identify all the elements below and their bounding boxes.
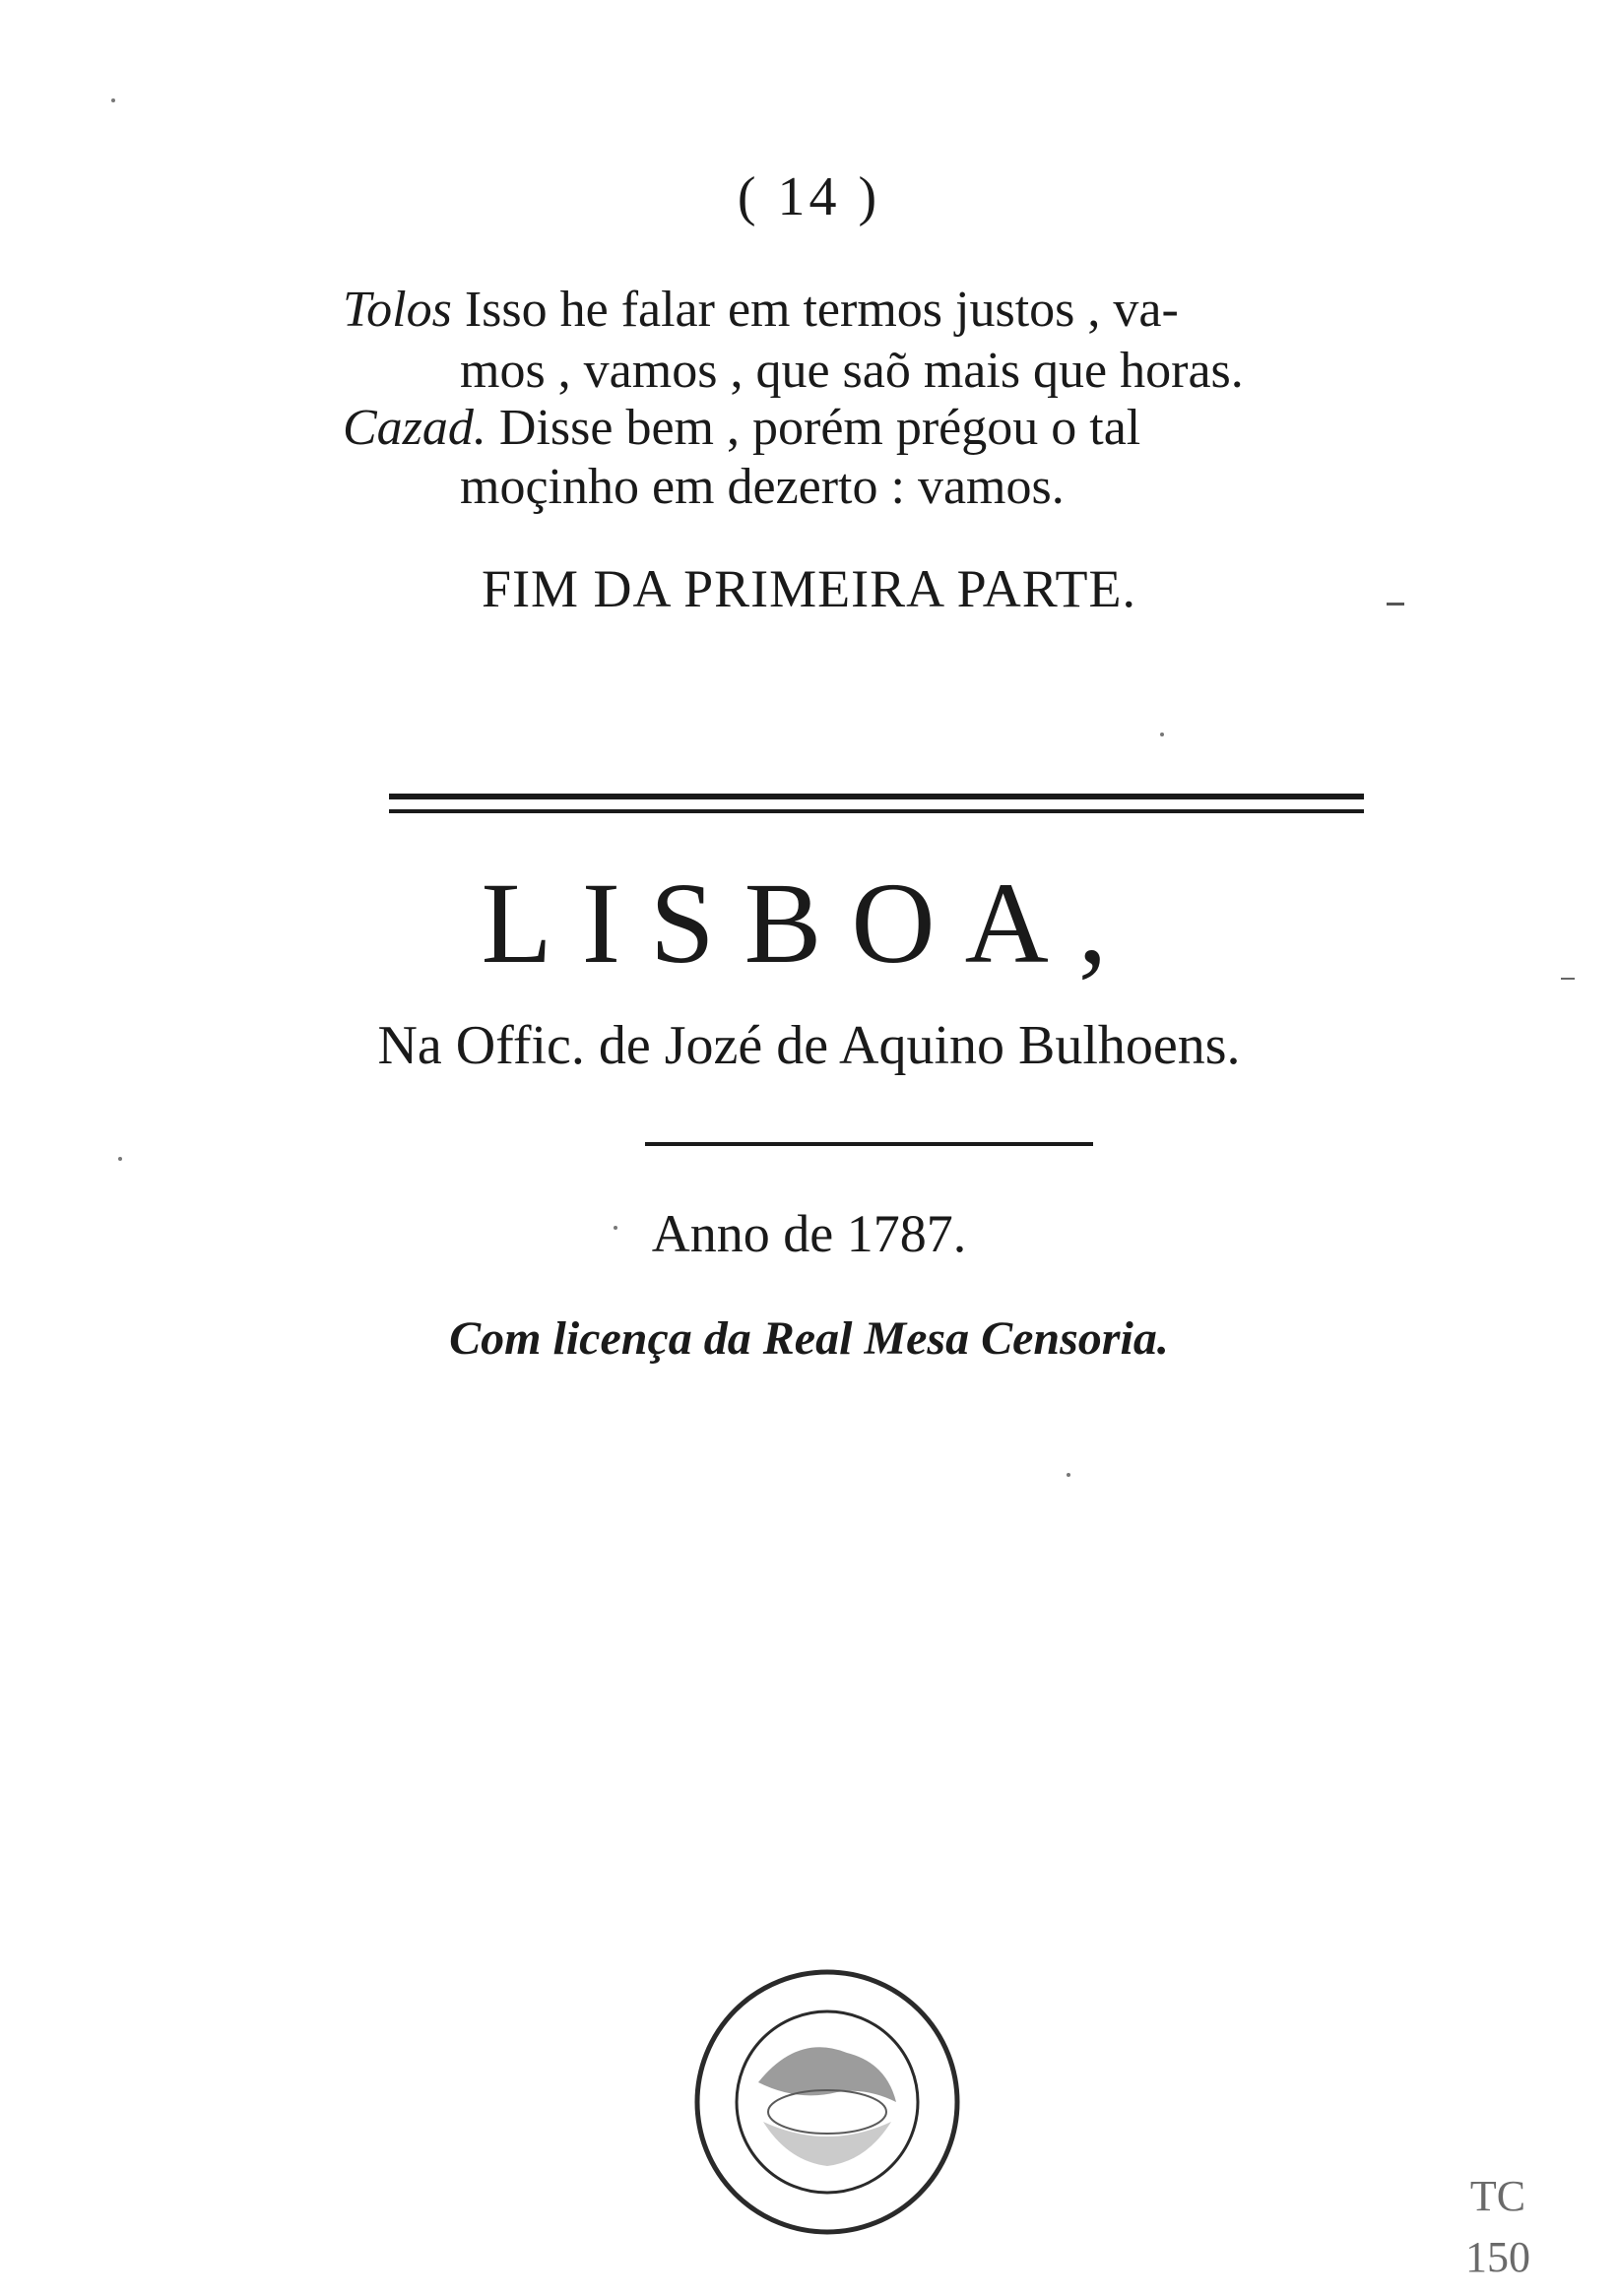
dialogue-line-3 [343,399,1140,458]
divider-rule-bottom [389,809,1364,813]
dialogue-text: moçinho em dezerto : vamos. [460,459,1065,515]
call-number-line-2: 150 [1465,2233,1530,2281]
dialogue-text: Disse bem , porém prégou o tal [498,400,1141,456]
ink-mark [1561,978,1575,980]
ink-mark [1387,603,1404,606]
speaker-label: Tolos [343,282,452,338]
call-number [1465,2166,1530,2288]
paper-speck [1067,1473,1070,1477]
speaker-label: Cazad. [343,400,486,456]
library-stamp-icon [689,1964,965,2240]
paper-speck [118,1157,122,1161]
call-number-line-1: TC [1469,2172,1526,2220]
dialogue-text: mos , vamos , que saõ mais que horas. [460,343,1244,399]
paper-speck [1160,733,1164,736]
short-rule [645,1142,1093,1146]
dialogue-line-1 [343,281,1179,340]
paper-speck [111,98,115,102]
imprint-city: LISBOA, [481,859,1137,988]
page-number: ( 14 ) [737,166,881,227]
paper-speck [614,1226,617,1230]
dialogue-line-4 [460,458,1065,517]
imprint-year: Anno de 1787. [651,1204,967,1263]
divider-rule-top [389,794,1364,799]
dialogue-line-2 [460,342,1244,401]
imprint-printer: Na Offic. de Jozé de Aquino Bulhoens. [377,1015,1241,1076]
imprint-license: Com licença da Real Mesa Censoria. [449,1312,1169,1365]
dialogue-text: Isso he falar em termos justos , va- [464,282,1179,338]
end-heading: FIM DA PRIMEIRA PARTE. [482,559,1136,618]
